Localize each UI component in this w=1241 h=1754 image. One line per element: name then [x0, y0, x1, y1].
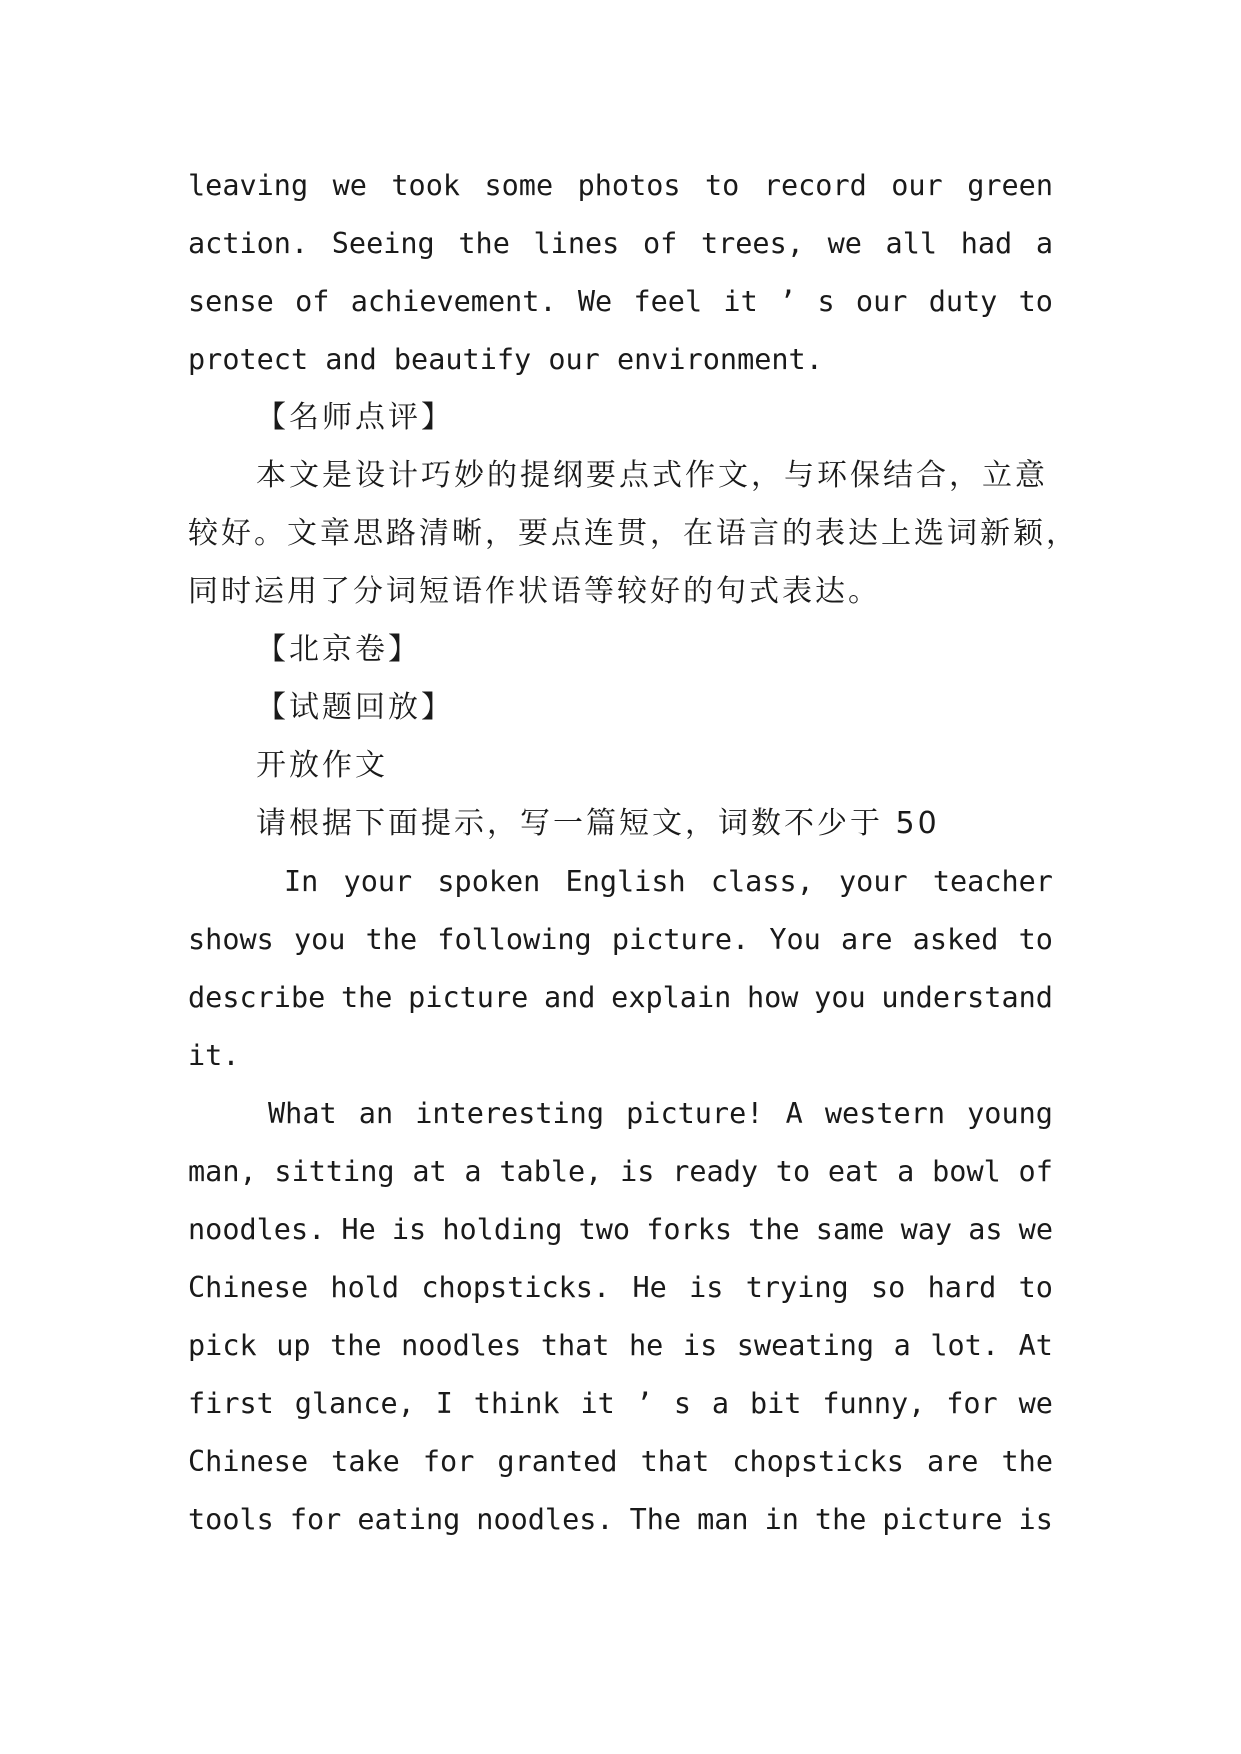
text-line: [188, 978, 1053, 1018]
word: lines: [533, 227, 620, 260]
word: to: [1018, 923, 1053, 956]
word: our: [891, 169, 943, 202]
word: picture: [882, 1503, 1003, 1536]
word: that: [540, 1329, 610, 1362]
word: table,: [499, 1155, 603, 1188]
word: are: [841, 923, 893, 956]
word: that: [640, 1445, 710, 1478]
text-line: 同时运用了分词短语作状语等较好的句式表达。: [188, 574, 881, 609]
word: leaving: [188, 169, 309, 202]
word: holding: [442, 1213, 563, 1246]
word: tools: [188, 1503, 274, 1536]
word: sense: [188, 285, 274, 318]
word: hard: [927, 1271, 997, 1304]
word: way: [900, 1213, 953, 1246]
text-line: 本文是设计巧妙的提纲要点式作文，与环保结合，立意: [256, 458, 1048, 493]
word: your: [343, 865, 413, 898]
text-line: [188, 224, 1053, 264]
word: to: [705, 169, 740, 202]
word: I: [435, 1387, 453, 1420]
word: of: [642, 227, 678, 260]
word: ’: [635, 1387, 653, 1420]
text-line: it.: [188, 1039, 240, 1072]
word: picture: [408, 981, 529, 1014]
word: chopsticks: [732, 1445, 904, 1478]
word: he: [629, 1329, 664, 1362]
word: is: [391, 1213, 427, 1246]
section-heading-teacher-comment: 【名师点评】: [256, 400, 454, 435]
word: photos: [577, 169, 681, 202]
word: noodles.: [476, 1503, 614, 1536]
word: picture.: [611, 923, 750, 956]
word: the: [458, 227, 510, 260]
word: explain: [611, 981, 732, 1014]
word: to: [775, 1155, 811, 1188]
text-line: [284, 862, 1053, 902]
word: is: [620, 1155, 655, 1188]
word: pick: [188, 1329, 257, 1362]
word: young: [967, 1097, 1053, 1130]
word: In: [284, 865, 319, 898]
word: A: [785, 1097, 803, 1130]
word: He: [341, 1213, 376, 1246]
text-line: [188, 920, 1053, 960]
word: the: [340, 981, 393, 1014]
word: feel: [633, 285, 703, 318]
word: for: [289, 1503, 342, 1536]
word: s: [673, 1387, 691, 1420]
word: some: [484, 169, 554, 202]
word: green: [967, 169, 1053, 202]
word: man: [697, 1503, 749, 1536]
word: the: [748, 1213, 800, 1246]
word: a: [711, 1387, 730, 1420]
word: for: [422, 1445, 475, 1478]
word: we: [1018, 1387, 1053, 1420]
text-line: [188, 1384, 1053, 1424]
word: picture!: [626, 1097, 764, 1130]
word: the: [814, 1503, 867, 1536]
word: the: [330, 1329, 382, 1362]
word: sitting: [274, 1155, 395, 1188]
word: eat: [827, 1155, 880, 1188]
word: achievement.: [350, 285, 557, 318]
word: we: [332, 169, 367, 202]
text-line: [268, 1094, 1053, 1134]
word: bit: [749, 1387, 802, 1420]
text-line: 请根据下面提示，写一篇短文，词数不少于 50: [256, 806, 940, 841]
word: took: [391, 169, 461, 202]
word: English: [565, 865, 686, 898]
section-heading-question-review: 【试题回放】: [256, 690, 454, 725]
word: class,: [710, 865, 814, 898]
word: is: [1018, 1503, 1053, 1536]
word: an: [358, 1097, 394, 1130]
word: trees,: [700, 227, 804, 260]
text-line: [188, 1326, 1053, 1366]
word: understand: [881, 981, 1053, 1014]
word: so: [870, 1271, 906, 1304]
word: man,: [188, 1155, 257, 1188]
word: western: [824, 1097, 945, 1130]
word: the: [1001, 1445, 1053, 1478]
word: a: [1035, 227, 1053, 260]
word: of: [1018, 1155, 1053, 1188]
word: for: [946, 1387, 998, 1420]
text-line: [188, 1268, 1053, 1308]
word: the: [365, 923, 418, 956]
word: ’: [779, 285, 797, 318]
word: eating: [357, 1503, 461, 1536]
word: and: [543, 981, 596, 1014]
text-line: [188, 1442, 1053, 1482]
word: describe: [188, 981, 326, 1014]
word: a: [464, 1155, 482, 1188]
word: same: [815, 1213, 885, 1246]
word: are: [926, 1445, 979, 1478]
word: At: [1018, 1329, 1053, 1362]
word: up: [276, 1329, 311, 1362]
word: you: [293, 923, 346, 956]
word: We: [577, 285, 613, 318]
word: following: [437, 923, 592, 956]
text-line: [188, 1500, 1053, 1540]
word: as: [968, 1213, 1003, 1246]
word: first: [188, 1387, 274, 1420]
word: in: [764, 1503, 799, 1536]
word: is: [682, 1329, 718, 1362]
word: action.: [188, 227, 309, 260]
word: noodles: [401, 1329, 522, 1362]
word: Chinese: [188, 1445, 309, 1478]
word: What: [268, 1097, 337, 1130]
word: spoken: [437, 865, 541, 898]
text-line: [188, 166, 1053, 206]
word: of: [295, 285, 330, 318]
word: at: [412, 1155, 447, 1188]
word: all: [885, 227, 938, 260]
word: Chinese: [188, 1271, 309, 1304]
section-heading-beijing: 【北京卷】: [256, 632, 421, 667]
word: it: [580, 1387, 615, 1420]
word: a: [897, 1155, 915, 1188]
word: forks: [646, 1213, 733, 1246]
word: to: [1018, 1271, 1053, 1304]
text-line: [188, 1210, 1053, 1250]
word: to: [1018, 285, 1053, 318]
word: how: [746, 981, 799, 1014]
word: a: [893, 1329, 911, 1362]
word: ready: [672, 1155, 759, 1188]
word: The: [629, 1503, 682, 1536]
word: it: [723, 285, 758, 318]
word: is: [689, 1271, 724, 1304]
word: shows: [188, 923, 274, 956]
word: take: [331, 1445, 400, 1478]
word: we: [827, 227, 862, 260]
word: granted: [497, 1445, 618, 1478]
word: sweating: [736, 1329, 875, 1362]
word: bowl: [932, 1155, 1001, 1188]
word: our: [855, 285, 908, 318]
word: s: [817, 285, 835, 318]
word: funny,: [822, 1387, 926, 1420]
word: two: [578, 1213, 631, 1246]
text-line: [188, 1152, 1053, 1192]
word: we: [1018, 1213, 1053, 1246]
text-line: 开放作文: [256, 748, 388, 783]
word: teacher: [932, 865, 1053, 898]
word: interesting: [415, 1097, 604, 1130]
text-line: protect and beautify our environment.: [188, 343, 823, 376]
word: record: [763, 169, 867, 202]
word: had: [960, 227, 1013, 260]
word: your: [839, 865, 908, 898]
word: You: [769, 923, 821, 956]
word: Seeing: [331, 227, 435, 260]
word: asked: [912, 923, 999, 956]
word: glance,: [294, 1387, 415, 1420]
word: trying: [745, 1271, 849, 1304]
word: hold: [330, 1271, 400, 1304]
word: chopsticks.: [421, 1271, 611, 1304]
word: lot.: [930, 1329, 1000, 1362]
text-line: [188, 282, 1053, 322]
word: noodles.: [188, 1213, 326, 1246]
text-line: 较好。文章思路清晰，要点连贯，在语言的表达上选词新颖，: [188, 516, 1079, 551]
word: you: [814, 981, 866, 1014]
word: duty: [928, 285, 998, 318]
word: He: [632, 1271, 667, 1304]
word: think: [473, 1387, 560, 1420]
